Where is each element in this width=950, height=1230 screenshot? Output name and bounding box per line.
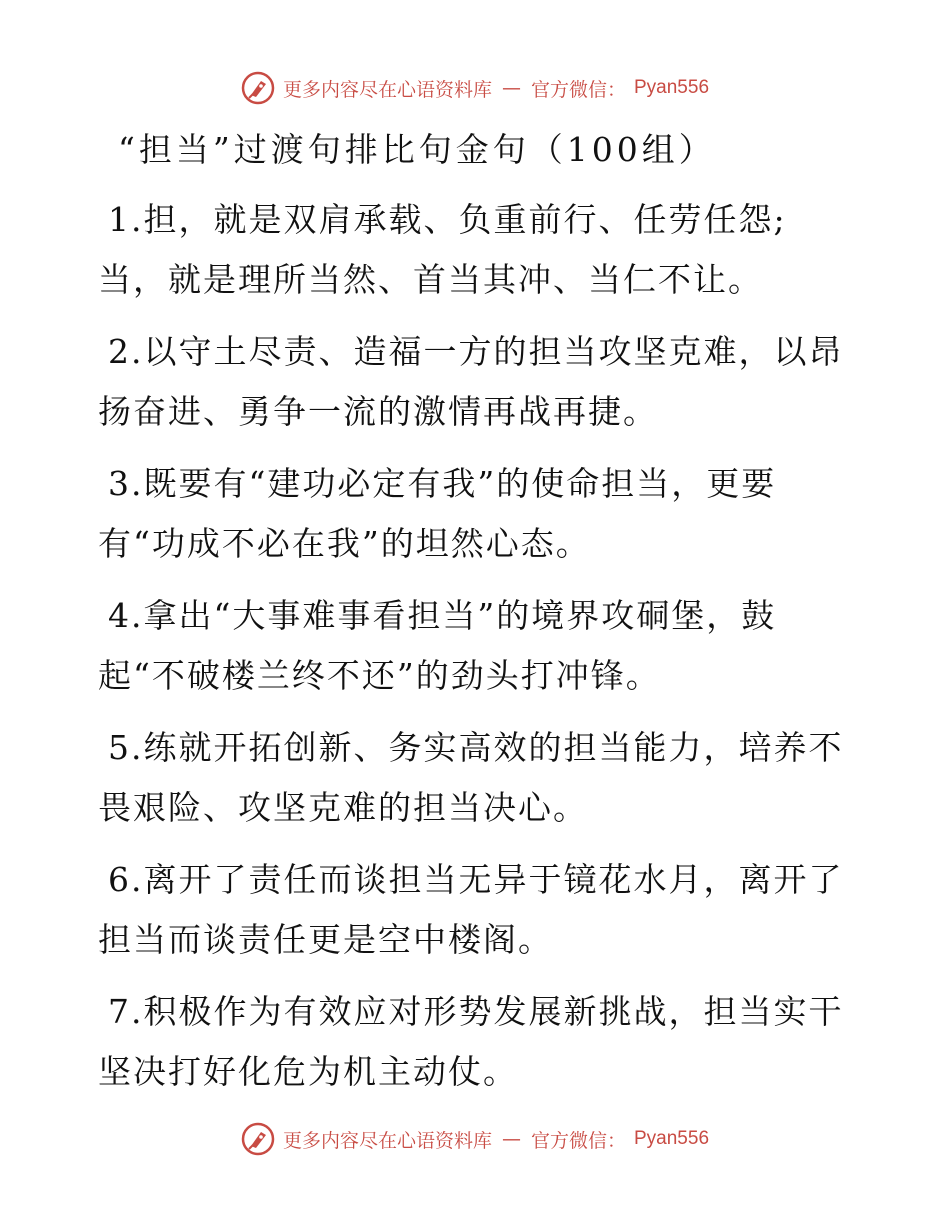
item-text: 离开了责任而谈担当无异于镜花水月，离开了 (143, 860, 844, 899)
header-banner (0, 66, 950, 110)
item-list (98, 190, 844, 1114)
item-line (98, 850, 844, 910)
list-item (98, 586, 838, 706)
item-line: 扬奋进、勇争一流的激情再战再捷。 (98, 392, 658, 431)
pen-nib-logo-icon (241, 71, 275, 105)
list-item (98, 718, 844, 838)
item-number: 7. (108, 992, 144, 1031)
list-item (98, 190, 838, 310)
header-site-name: 更多内容尽在心语资料库 (282, 78, 492, 101)
item-line (98, 190, 838, 250)
document-title: “担当”过渡句排比句金句（100组） (118, 130, 716, 169)
item-line (98, 454, 838, 514)
item-line (98, 982, 844, 1042)
item-number: 3. (108, 464, 144, 503)
item-line (98, 586, 838, 646)
header-wechat-id: Pyan556 (634, 77, 710, 98)
item-number: 6. (108, 860, 144, 899)
item-line: 坚决打好化危为机主动仗。 (98, 1052, 518, 1091)
footer-banner (0, 1117, 950, 1161)
item-line: 起“不破楼兰终不还”的劲头打冲锋。 (98, 656, 661, 695)
item-line: 担当而谈责任更是空中楼阁。 (98, 920, 553, 959)
header-wechat-label: 官方微信： (530, 78, 626, 101)
footer-separator: — (501, 1128, 521, 1150)
item-text: 拿出“大事难事看担当”的境界攻硐堡，鼓 (143, 596, 777, 635)
footer-wechat-label: 官方微信： (530, 1129, 626, 1152)
list-item (98, 982, 844, 1102)
list-item (98, 850, 844, 970)
item-line (98, 718, 844, 778)
item-line: 当，就是理所当然、首当其冲、当仁不让。 (98, 260, 763, 299)
item-text: 以守土尽责、造福一方的担当攻坚克难，以昂 (143, 332, 844, 371)
item-text: 既要有“建功必定有我”的使命担当，更要 (143, 464, 777, 503)
item-text: 担，就是双肩承载、负重前行、任劳任怨; (143, 200, 787, 239)
footer-wechat-id: Pyan556 (634, 1128, 710, 1149)
item-number: 1. (108, 200, 144, 239)
pen-nib-logo-icon (241, 1122, 275, 1156)
item-number: 5. (108, 728, 144, 767)
list-item (98, 322, 844, 442)
item-text: 积极作为有效应对形势发展新挑战，担当实干 (143, 992, 844, 1031)
header-separator: — (501, 77, 521, 99)
item-number: 4. (108, 596, 144, 635)
item-line (98, 322, 844, 382)
item-line: 有“功成不必在我”的坦然心态。 (98, 524, 591, 563)
item-text: 练就开拓创新、务实高效的担当能力，培养不 (143, 728, 844, 767)
item-line: 畏艰险、攻坚克难的担当决心。 (98, 788, 588, 827)
list-item (98, 454, 838, 574)
item-number: 2. (108, 332, 144, 371)
footer-site-name: 更多内容尽在心语资料库 (282, 1129, 492, 1152)
